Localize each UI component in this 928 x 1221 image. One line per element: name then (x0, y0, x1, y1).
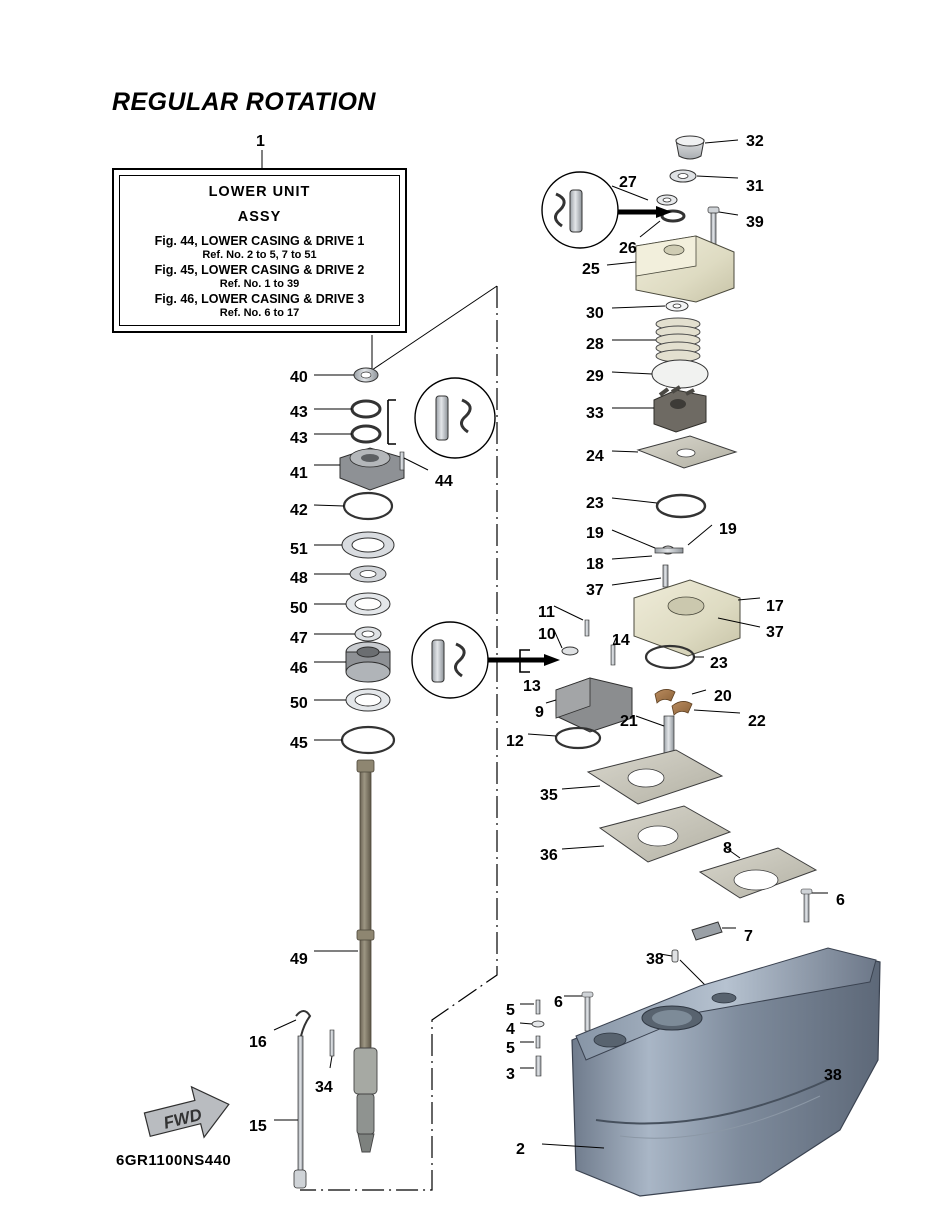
legend-line-8: Ref. No. 6 to 17 (219, 307, 300, 319)
part-callout-6: 6 (554, 994, 563, 1011)
part-callout-41: 41 (290, 465, 308, 482)
part-callout-23: 23 (586, 495, 604, 512)
part-callout-44: 44 (435, 473, 453, 490)
part-callout-39: 39 (746, 214, 764, 231)
part-callout-13: 13 (523, 678, 541, 695)
part-callout-47: 47 (290, 630, 308, 647)
part-callout-15: 15 (249, 1118, 267, 1135)
part-callout-33: 33 (586, 405, 604, 422)
part-callout-18: 18 (586, 556, 604, 573)
part-code: 6GR1100NS440 (116, 1152, 232, 1169)
part-callout-34: 34 (315, 1079, 333, 1096)
part-callout-9: 9 (535, 704, 544, 721)
part-callout-5: 5 (506, 1040, 515, 1057)
part-callout-49: 49 (290, 951, 308, 968)
part-callout-36: 36 (540, 847, 558, 864)
part-callout-19: 19 (719, 521, 737, 538)
part-callout-43: 43 (290, 430, 308, 447)
part-callout-23: 23 (710, 655, 728, 672)
legend-line-6: Ref. No. 1 to 39 (219, 278, 300, 290)
svg-text:FWD: FWD (161, 1104, 204, 1133)
part-callout-51: 51 (290, 541, 308, 558)
legend-line-1: LOWER UNIT (208, 184, 311, 200)
part-callout-16: 16 (249, 1034, 267, 1051)
part-callout-31: 31 (746, 178, 764, 195)
part-callout-7: 7 (744, 928, 753, 945)
legend-line-5: Fig. 45, LOWER CASING & DRIVE 2 (154, 263, 365, 277)
part-callout-14: 14 (612, 632, 630, 649)
part-callout-19: 19 (586, 525, 604, 542)
part-callout-32: 32 (746, 133, 764, 150)
legend-line-7: Fig. 46, LOWER CASING & DRIVE 3 (154, 292, 365, 306)
part-callout-50: 50 (290, 600, 308, 617)
part-callout-12: 12 (506, 733, 524, 750)
part-callout-25: 25 (582, 261, 600, 278)
part-callout-46: 46 (290, 660, 308, 677)
part-callout-38: 38 (646, 951, 664, 968)
part-callout-1: 1 (256, 133, 265, 150)
legend-line-2: ASSY (237, 209, 282, 225)
part-callout-11: 11 (538, 604, 555, 621)
part-callout-38: 38 (824, 1067, 842, 1084)
part-callout-6: 6 (836, 892, 845, 909)
part-callout-8: 8 (723, 840, 732, 857)
legend-line-4: Ref. No. 2 to 5, 7 to 51 (202, 249, 317, 261)
part-callout-29: 29 (586, 368, 604, 385)
part-callout-3: 3 (506, 1066, 515, 1083)
part-callout-48: 48 (290, 570, 308, 587)
part-callout-22: 22 (748, 713, 766, 730)
part-callout-37: 37 (586, 582, 604, 599)
part-callout-28: 28 (586, 336, 604, 353)
part-callout-21: 21 (620, 713, 638, 730)
part-callout-27: 27 (619, 174, 637, 191)
part-callout-10: 10 (538, 626, 556, 643)
part-callout-24: 24 (586, 448, 604, 465)
part-callout-42: 42 (290, 502, 308, 519)
part-callout-26: 26 (619, 240, 637, 257)
part-callout-50: 50 (290, 695, 308, 712)
part-callout-45: 45 (290, 735, 308, 752)
part-callout-17: 17 (766, 598, 784, 615)
part-callout-35: 35 (540, 787, 558, 804)
part-callout-4: 4 (506, 1021, 515, 1038)
part-callout-37: 37 (766, 624, 784, 641)
part-callout-5: 5 (506, 1002, 515, 1019)
page-title: REGULAR ROTATION (112, 88, 376, 116)
part-callout-20: 20 (714, 688, 732, 705)
part-callout-30: 30 (586, 305, 604, 322)
legend-line-3: Fig. 44, LOWER CASING & DRIVE 1 (154, 234, 365, 248)
part-callout-40: 40 (290, 369, 308, 386)
part-callout-43: 43 (290, 404, 308, 421)
part-callout-2: 2 (516, 1141, 525, 1158)
